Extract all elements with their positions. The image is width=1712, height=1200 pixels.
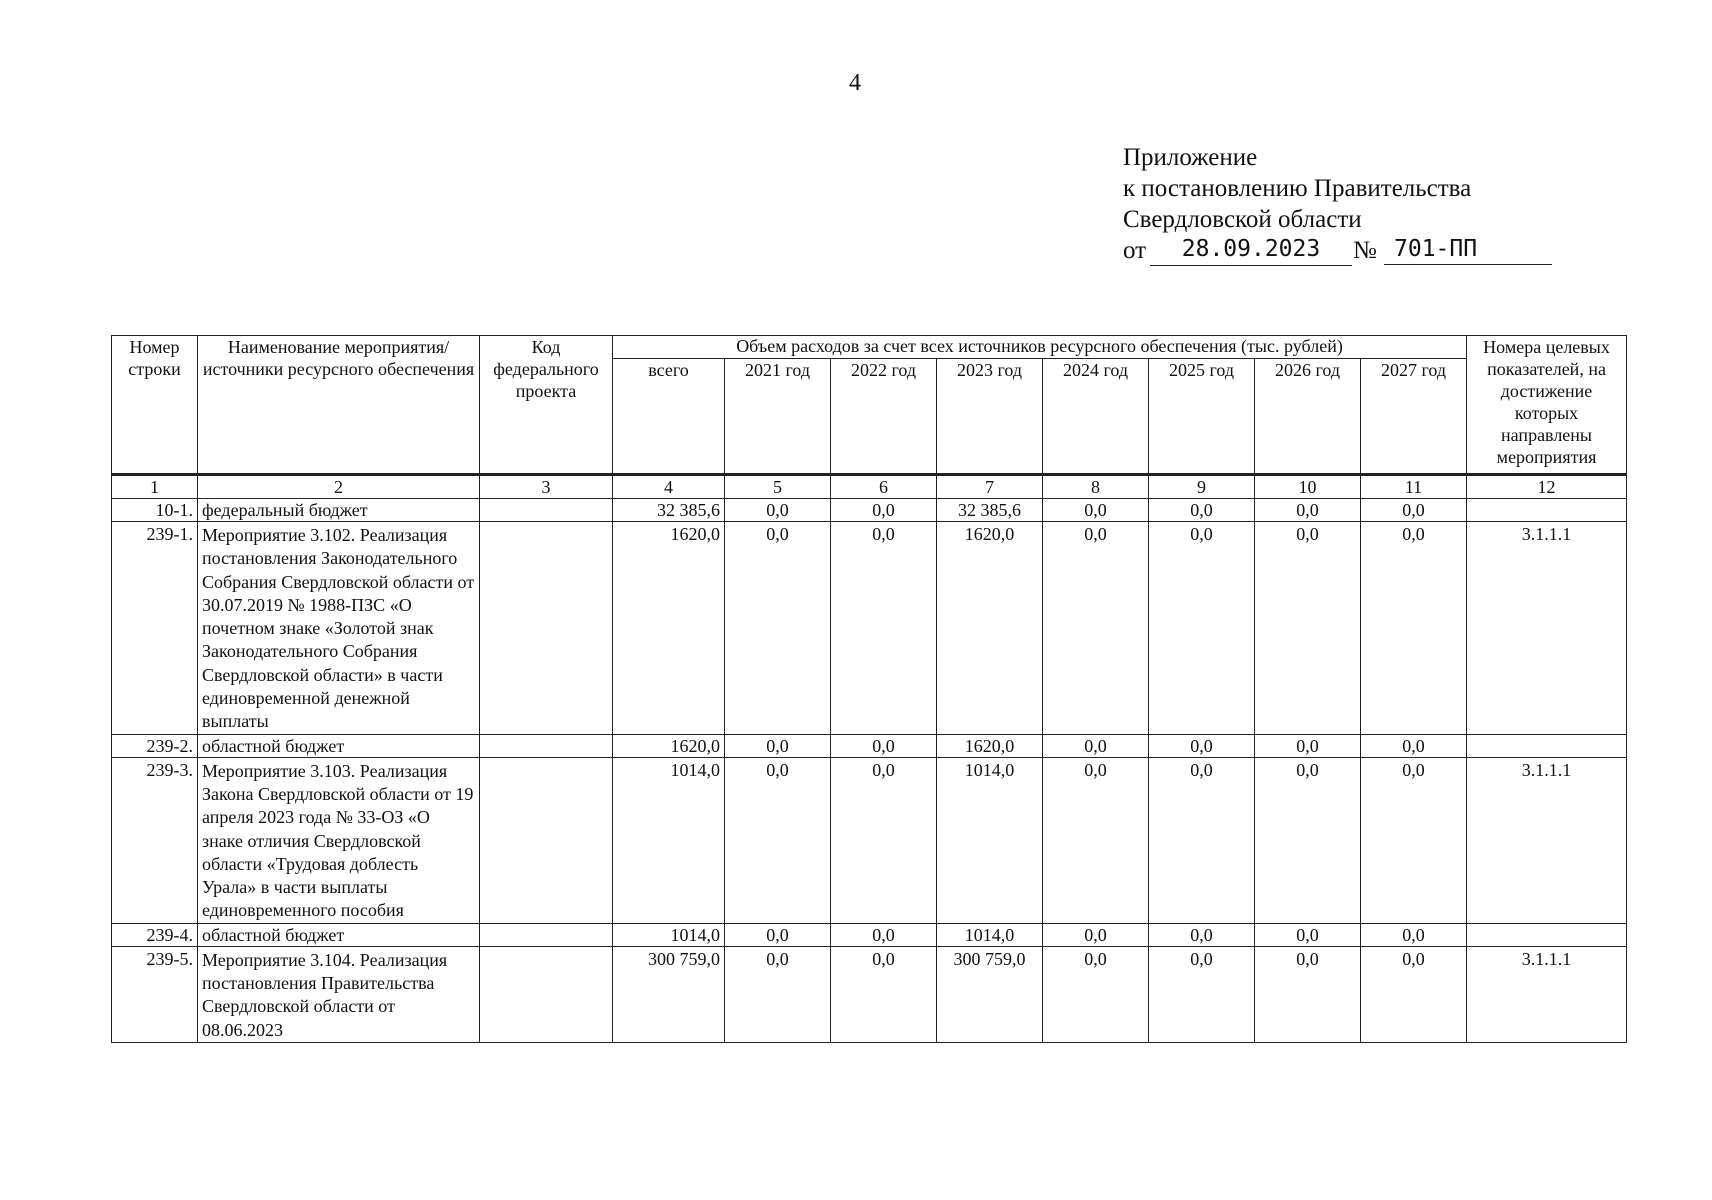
- header-row-1: [112, 336, 1627, 359]
- column-number: 3: [480, 475, 613, 499]
- header-2024: 2024 год: [1043, 359, 1149, 475]
- row-2022: 0,0: [831, 734, 937, 757]
- header-name: Наименование мероприятия/ источники ресурсного обеспечения: [198, 336, 480, 475]
- row-2027: 0,0: [1361, 757, 1467, 923]
- header-2027: 2027 год: [1361, 359, 1467, 475]
- header-federal-code: Код федерального проекта: [480, 336, 613, 475]
- appendix-region: Свердловской области: [1123, 206, 1362, 233]
- row-2027: 0,0: [1361, 946, 1467, 1042]
- row-2026: 0,0: [1255, 734, 1361, 757]
- row-2022: 0,0: [831, 923, 937, 946]
- row-2025: 0,0: [1149, 522, 1255, 735]
- table-row: [112, 522, 1627, 735]
- row-targets: 3.1.1.1: [1467, 946, 1627, 1042]
- row-2024: 0,0: [1043, 522, 1149, 735]
- row-2023: 1014,0: [937, 757, 1043, 923]
- row-2027: 0,0: [1361, 522, 1467, 735]
- row-name: областной бюджет: [198, 734, 480, 757]
- row-2021: 0,0: [725, 499, 831, 522]
- column-number: 4: [613, 475, 725, 499]
- column-number: 1: [112, 475, 198, 499]
- row-2027: 0,0: [1361, 734, 1467, 757]
- row-2027: 0,0: [1361, 923, 1467, 946]
- row-number: 10-1.: [112, 499, 198, 522]
- date-prefix: от: [1123, 237, 1147, 264]
- row-code: [480, 757, 613, 923]
- column-number: 9: [1149, 475, 1255, 499]
- appendix-resolution: к постановлению Правительства: [1123, 175, 1472, 202]
- row-2024: 0,0: [1043, 946, 1149, 1042]
- header-volume-group: Объем расходов за счет всех источников ресурсного обеспечения (тыс. рублей): [613, 336, 1467, 359]
- row-2021: 0,0: [725, 946, 831, 1042]
- appendix-block: [1123, 142, 1478, 269]
- row-number: 239-3.: [112, 757, 198, 923]
- row-2023: 1620,0: [937, 522, 1043, 735]
- row-name: Мероприятие 3.104. Реализация постановления Правительства Свердловской области от 08.06.2023: [198, 946, 480, 1042]
- row-2025: 0,0: [1149, 946, 1255, 1042]
- row-2026: 0,0: [1255, 522, 1361, 735]
- row-2026: 0,0: [1255, 757, 1361, 923]
- row-targets: [1467, 499, 1627, 522]
- row-targets: [1467, 734, 1627, 757]
- row-2021: 0,0: [725, 757, 831, 923]
- row-total: 300 759,0: [613, 946, 725, 1042]
- date-field: 28.09.2023: [1150, 239, 1352, 266]
- row-targets: [1467, 923, 1627, 946]
- row-2023: 32 385,6: [937, 499, 1043, 522]
- row-2025: 0,0: [1149, 734, 1255, 757]
- column-number: 6: [831, 475, 937, 499]
- column-number: 8: [1043, 475, 1149, 499]
- page-number: 4: [849, 70, 861, 96]
- row-2021: 0,0: [725, 734, 831, 757]
- column-number: 2: [198, 475, 480, 499]
- row-2021: 0,0: [725, 522, 831, 735]
- expenses-table: [111, 335, 1627, 1043]
- header-total: всего: [613, 359, 725, 475]
- header-2023: 2023 год: [937, 359, 1043, 475]
- header-2026: 2026 год: [1255, 359, 1361, 475]
- row-2023: 1620,0: [937, 734, 1043, 757]
- row-code: [480, 522, 613, 735]
- row-2024: 0,0: [1043, 499, 1149, 522]
- row-targets: 3.1.1.1: [1467, 757, 1627, 923]
- row-2022: 0,0: [831, 757, 937, 923]
- row-number: 239-2.: [112, 734, 198, 757]
- row-2025: 0,0: [1149, 499, 1255, 522]
- column-number: 11: [1361, 475, 1467, 499]
- row-total: 1620,0: [613, 734, 725, 757]
- row-number: 239-4.: [112, 923, 198, 946]
- row-number: 239-1.: [112, 522, 198, 735]
- row-name: Мероприятие 3.102. Реализация постановления Законодательного Собрания Свердловской области от 30.07.2019 № 1988-ПЗС «О почетном знаке «Золотой знак Законодательного Собрания Свердловской области» в части единовременной денежной выплаты: [198, 522, 480, 735]
- row-2024: 0,0: [1043, 923, 1149, 946]
- row-name: федеральный бюджет: [198, 499, 480, 522]
- header-targets: Номера целевых показателей, на достижение которых направлены мероприятия: [1467, 336, 1627, 475]
- row-2024: 0,0: [1043, 734, 1149, 757]
- row-total: 1014,0: [613, 757, 725, 923]
- row-2027: 0,0: [1361, 499, 1467, 522]
- header-row-number: Номер строки: [112, 336, 198, 475]
- table-row: [112, 946, 1627, 1042]
- table-row: [112, 923, 1627, 946]
- column-numbers-row: [112, 475, 1627, 499]
- number-sign: №: [1353, 237, 1377, 264]
- row-name: Мероприятие 3.103. Реализация Закона Свердловской области от 19 апреля 2023 года № 33-ОЗ «О знаке отличия Свердловской области «Трудовая доблесть Урала» в части выплаты единовременного пособия: [198, 757, 480, 923]
- row-2026: 0,0: [1255, 923, 1361, 946]
- row-code: [480, 499, 613, 522]
- column-number: 7: [937, 475, 1043, 499]
- row-2026: 0,0: [1255, 499, 1361, 522]
- row-number: 239-5.: [112, 946, 198, 1042]
- row-name: областной бюджет: [198, 923, 480, 946]
- table-row: [112, 734, 1627, 757]
- appendix-date-line: [1123, 235, 1478, 269]
- row-code: [480, 946, 613, 1042]
- row-2023: 300 759,0: [937, 946, 1043, 1042]
- header-2021: 2021 год: [725, 359, 831, 475]
- column-number: 10: [1255, 475, 1361, 499]
- table-row: [112, 499, 1627, 522]
- header-2025: 2025 год: [1149, 359, 1255, 475]
- row-2026: 0,0: [1255, 946, 1361, 1042]
- appendix-title: Приложение: [1123, 144, 1258, 171]
- row-2025: 0,0: [1149, 757, 1255, 923]
- row-2022: 0,0: [831, 499, 937, 522]
- row-2025: 0,0: [1149, 923, 1255, 946]
- row-total: 32 385,6: [613, 499, 725, 522]
- column-number: 12: [1467, 475, 1627, 499]
- column-number: 5: [725, 475, 831, 499]
- row-total: 1014,0: [613, 923, 725, 946]
- row-2021: 0,0: [725, 923, 831, 946]
- number-field: 701-ПП: [1384, 239, 1552, 265]
- row-targets: 3.1.1.1: [1467, 522, 1627, 735]
- row-total: 1620,0: [613, 522, 725, 735]
- row-2022: 0,0: [831, 946, 937, 1042]
- table-row: [112, 757, 1627, 923]
- row-code: [480, 923, 613, 946]
- header-2022: 2022 год: [831, 359, 937, 475]
- row-2022: 0,0: [831, 522, 937, 735]
- row-2023: 1014,0: [937, 923, 1043, 946]
- row-code: [480, 734, 613, 757]
- row-2024: 0,0: [1043, 757, 1149, 923]
